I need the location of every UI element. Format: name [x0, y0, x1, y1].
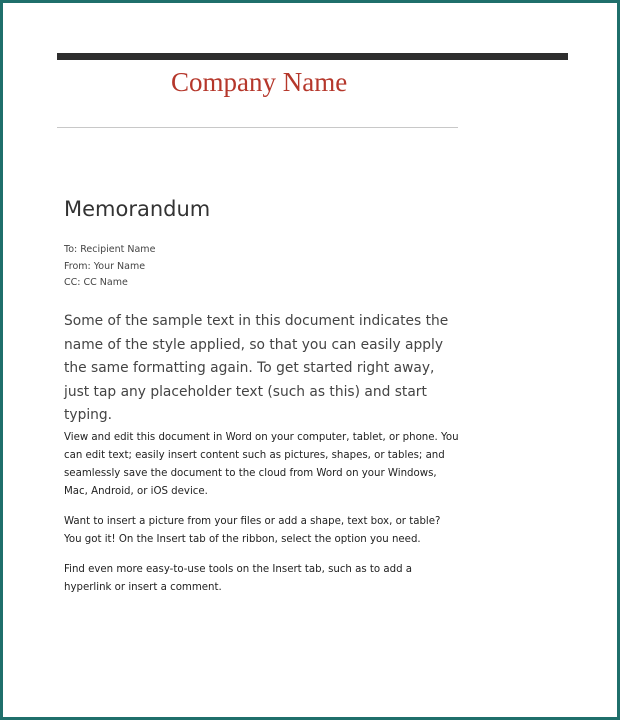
intro-paragraph: Some of the sample text in this document indicates the name of the style applied, so that you can easily apply the same formatting again. To get started right away, just tap any placeholder text (such as this) and start typing.: [64, 313, 449, 423]
header-top-bar: [57, 53, 568, 60]
body-paragraph: Find even more easy-to-use tools on the Insert tab, such as to add a hyperlink or insert a comment.: [64, 564, 413, 593]
memo-meta: [64, 242, 155, 292]
memo-cc-line: CC: CC Name: [64, 277, 128, 288]
body-paragraph: Want to insert a picture from your files or add a shape, text box, or table? You got it! On the Insert tab of the ribbon, select the option you need.: [64, 516, 441, 545]
body-text: [64, 429, 459, 609]
memo-to-line: To: Recipient Name: [64, 244, 156, 255]
body-paragraph: View and edit this document in Word on your computer, tablet, or phone. You can edit text; easily insert content such as pictures, shapes, or tables; and seamlessly save the document to the cloud from Word on your Windows, Mac, Android, or iOS device.: [64, 432, 459, 497]
memo-from-line: From: Your Name: [64, 260, 146, 272]
header-divider: [57, 127, 458, 128]
company-name: Company Name: [171, 67, 348, 97]
memo-title: Memorandum: [64, 197, 211, 221]
